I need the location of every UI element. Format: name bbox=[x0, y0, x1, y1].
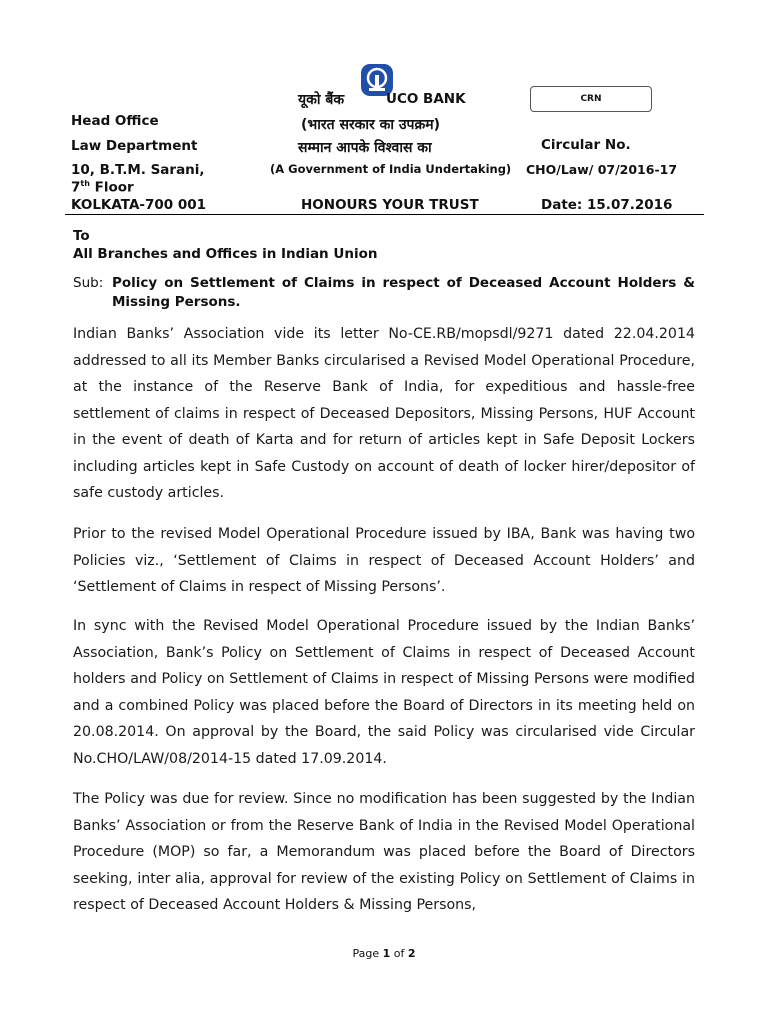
tagline: HONOURS YOUR TRUST bbox=[301, 197, 479, 213]
crn-box: CRN bbox=[530, 86, 652, 112]
header-divider bbox=[65, 214, 704, 215]
circular-number: CHO/Law/ 07/2016-17 bbox=[526, 162, 678, 177]
circular-date: Date: 15.07.2016 bbox=[541, 197, 673, 213]
of-word: of bbox=[393, 947, 405, 960]
paragraph: Indian Banks’ Association vide its letter No-CE.RB/mopsdl/9271 dated 22.04.2014 addressed to all its Member Banks circularised a Revised Model Operational Procedure, at the instance of the Reserve Bank of India, for expeditious and hassle-free settlement of claims in respect of Deceased Depositors, Missing Persons, HUF Account in the event of death of Karta and for return of articles kept in Safe Deposit Lockers including articles kept in Safe Custody on account of death of locker hirer/depositor of safe custody articles. bbox=[73, 326, 695, 501]
address-line1: 10, B.T.M. Sarani, bbox=[71, 162, 205, 178]
paragraph: Prior to the revised Model Operational Procedure issued by IBA, Bank was having two Policies viz., ‘Settlement of Claims in respect of Deceased Account Holders’ and ‘Settlement of Claims in respect of Missing Persons’. bbox=[73, 526, 695, 595]
floor-word: Floor bbox=[94, 179, 134, 196]
subject-line2: Missing Persons. bbox=[112, 294, 241, 310]
circular-label: Circular No. bbox=[541, 137, 631, 153]
page-current: 1 bbox=[382, 947, 391, 960]
undertaking-text: (A Government of India Undertaking) bbox=[270, 162, 512, 176]
subject-label: Sub: bbox=[73, 275, 104, 291]
bank-name: UCO BANK bbox=[386, 91, 466, 107]
city-pin: KOLKATA-700 001 bbox=[71, 197, 207, 213]
paragraph-4-block bbox=[73, 786, 695, 919]
page-number bbox=[0, 947, 768, 960]
floor-number: 7 bbox=[71, 179, 81, 196]
subject-line1: Policy on Settlement of Claims in respect of Deceased Account Holders & bbox=[112, 275, 695, 291]
hindi-bank-name: यूको बैंक bbox=[298, 92, 345, 108]
head-office-label: Head Office bbox=[71, 113, 159, 129]
page-word: Page bbox=[352, 947, 380, 960]
hindi-undertaking: (भारत सरकार का उपक्रम) bbox=[301, 117, 441, 133]
page-total: 2 bbox=[407, 947, 416, 960]
hindi-tagline: सम्मान आपके विश्वास का bbox=[298, 140, 432, 156]
department-label: Law Department bbox=[71, 138, 198, 154]
paragraph: The Policy was due for review. Since no modification has been suggested by the Indian Banks’ Association or from the Reserve Bank of India in the Revised Model Operational Procedure (MOP) so far, a Memorandum was placed before the Board of Directors seeking, inter alia, approval for review of the existing Policy on Settlement of Claims in respect of Deceased Account Holders & Missing Persons, bbox=[73, 791, 695, 913]
recipients: All Branches and Offices in Indian Union bbox=[73, 246, 378, 262]
paragraph-2-block bbox=[73, 521, 695, 601]
paragraph-1-block bbox=[73, 321, 695, 507]
paragraph-3-block bbox=[73, 613, 695, 772]
floor-suffix: th bbox=[80, 179, 90, 188]
to-label: To bbox=[73, 228, 90, 244]
address-floor bbox=[71, 179, 134, 196]
paragraph: In sync with the Revised Model Operational Procedure issued by the Indian Banks’ Association, Bank’s Policy on Settlement of Claims in respect of Deceased Account holders and Policy on Settlement of Claims in respect of Missing Persons were modified and a combined Policy was placed before the Board of Directors in its meeting held on 20.08.2014. On approval by the Board, the said Policy was circularised vide Circular No.CHO/LAW/08/2014-15 dated 17.09.2014. bbox=[73, 618, 695, 767]
